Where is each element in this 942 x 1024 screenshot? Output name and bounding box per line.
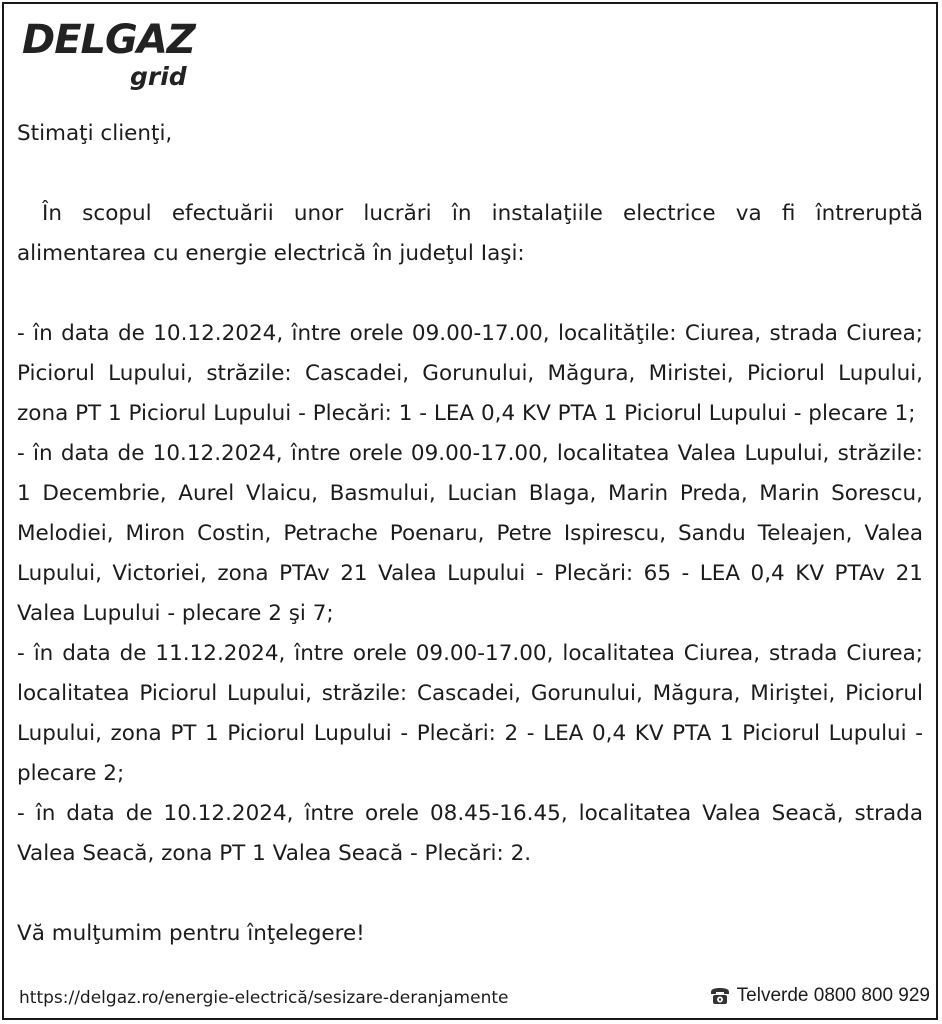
helpline-number[interactable]: Telverde 0800 800 929: [736, 985, 930, 1006]
telephone-icon: [709, 986, 731, 1006]
outage-item: - în data de 10.12.2024, între orele 08.45-16.45, localitatea Valea Seacă, strada Valea Seacă, zona PT 1 Valea Seacă - Plecări: 2.: [17, 801, 923, 866]
outage-item: - în data de 11.12.2024, între orele 09.00-17.00, localitatea Ciurea, strada Ciurea; localitatea Piciorul Lupului, străzile: Cascadei, Gorunului, Măgura, Miriştei, Piciorul Lupului, zona PT 1 Piciorul Lupului - Plecări: 2 - LEA 0,4 KV PTA 1 Piciorul Lupului - plecare 2;: [17, 641, 923, 786]
notice-body: [17, 114, 923, 954]
helpline: [709, 985, 930, 1007]
logo-wordmark: DELGAZ: [22, 17, 195, 63]
outage-report-link[interactable]: https://delgaz.ro/energie-electrică/sesizare-deranjamente: [19, 988, 509, 1008]
thanks-message: Vă mulţumim pentru înţelegere!: [17, 921, 365, 946]
intro-paragraph: În scopul efectuării unor lucrări în instalaţiile electrice va fi întreruptă alimentarea cu energie electrică în judeţul Iaşi:: [17, 201, 923, 266]
outage-item: - în data de 10.12.2024, între orele 09.00-17.00, localitatea Valea Lupului, străzile: 1 Decembrie, Aurel Vlaicu, Basmului, Lucian Blaga, Marin Preda, Marin Sorescu, Melodiei, Miron Costin, Petrache Poenaru, Petre Ispirescu, Sandu Teleajen, Valea Lupului, Victoriei, zona PTAv 21 Valea Lupului - Plecări: 65 - LEA 0,4 KV PTAv 21 Valea Lupului - plecare 2 şi 7;: [17, 441, 923, 626]
greeting: Stimaţi clienţi,: [17, 121, 173, 146]
outage-item: - în data de 10.12.2024, între orele 09.00-17.00, localităţile: Ciurea, strada Ciurea; Piciorul Lupului, străzile: Cascadei, Gorunului, Măgura, Miristei, Piciorul Lupului, zona PT 1 Piciorul Lupului - Plecări: 1 - LEA 0,4 KV PTA 1 Piciorul Lupului - plecare 1;: [17, 321, 923, 426]
logo-subtitle: grid: [130, 62, 187, 91]
delgaz-grid-logo: [22, 18, 202, 94]
